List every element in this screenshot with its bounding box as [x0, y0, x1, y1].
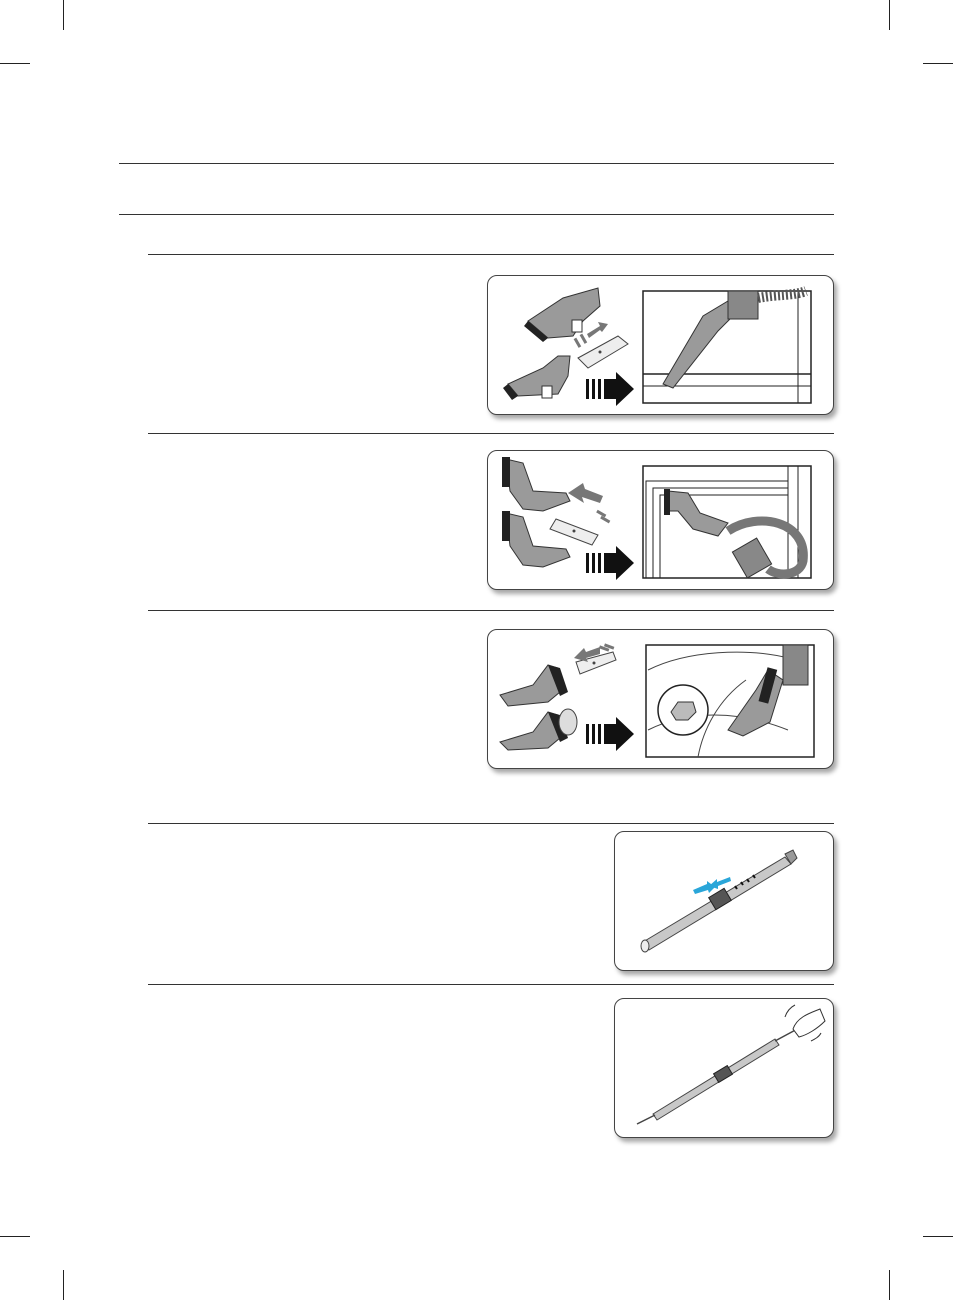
push-arrow-icon: [568, 483, 610, 523]
telescopic-pipe-icon: [637, 1027, 801, 1124]
push-arrow-icon: [586, 546, 634, 580]
telescopic-pipe-icon: [641, 850, 797, 952]
page-title: [119, 175, 834, 205]
illustration-upholstery: [487, 629, 834, 769]
section-rule-4: [148, 823, 834, 824]
push-arrow-icon: [586, 372, 634, 406]
brush-nozzle-icon: [500, 709, 577, 750]
crop-mark-tl-v: [63, 0, 64, 30]
brush-nozzle-icon: [503, 356, 570, 400]
crevice-tool-icon: [550, 519, 598, 545]
crop-mark-tl-h: [0, 63, 30, 64]
push-arrow-icon: [586, 717, 634, 751]
illustration-window-frame: [487, 450, 834, 590]
brush-nozzle-icon: [502, 511, 570, 567]
hand-icon: [785, 1005, 825, 1041]
header-top-rule: [119, 163, 834, 164]
illustration-pipe-unblock: [614, 998, 834, 1138]
brush-nozzle-icon: [500, 665, 568, 706]
crop-mark-tr-h: [923, 63, 953, 64]
illustration-pipe-adjust: [614, 831, 834, 971]
section-rule-1: [148, 254, 834, 255]
crop-mark-br-h: [923, 1236, 953, 1237]
crop-mark-bl-v: [63, 1270, 64, 1300]
crop-mark-br-v: [889, 1270, 890, 1300]
section-rule-3: [148, 610, 834, 611]
illustration-crevice-tool: [487, 275, 834, 415]
section-rule-5: [148, 984, 834, 985]
brush-nozzle-icon: [502, 457, 570, 511]
section-rule-2: [148, 433, 834, 434]
header-bottom-rule: [119, 214, 834, 215]
crop-mark-tr-v: [889, 0, 890, 30]
crop-mark-bl-h: [0, 1236, 30, 1237]
